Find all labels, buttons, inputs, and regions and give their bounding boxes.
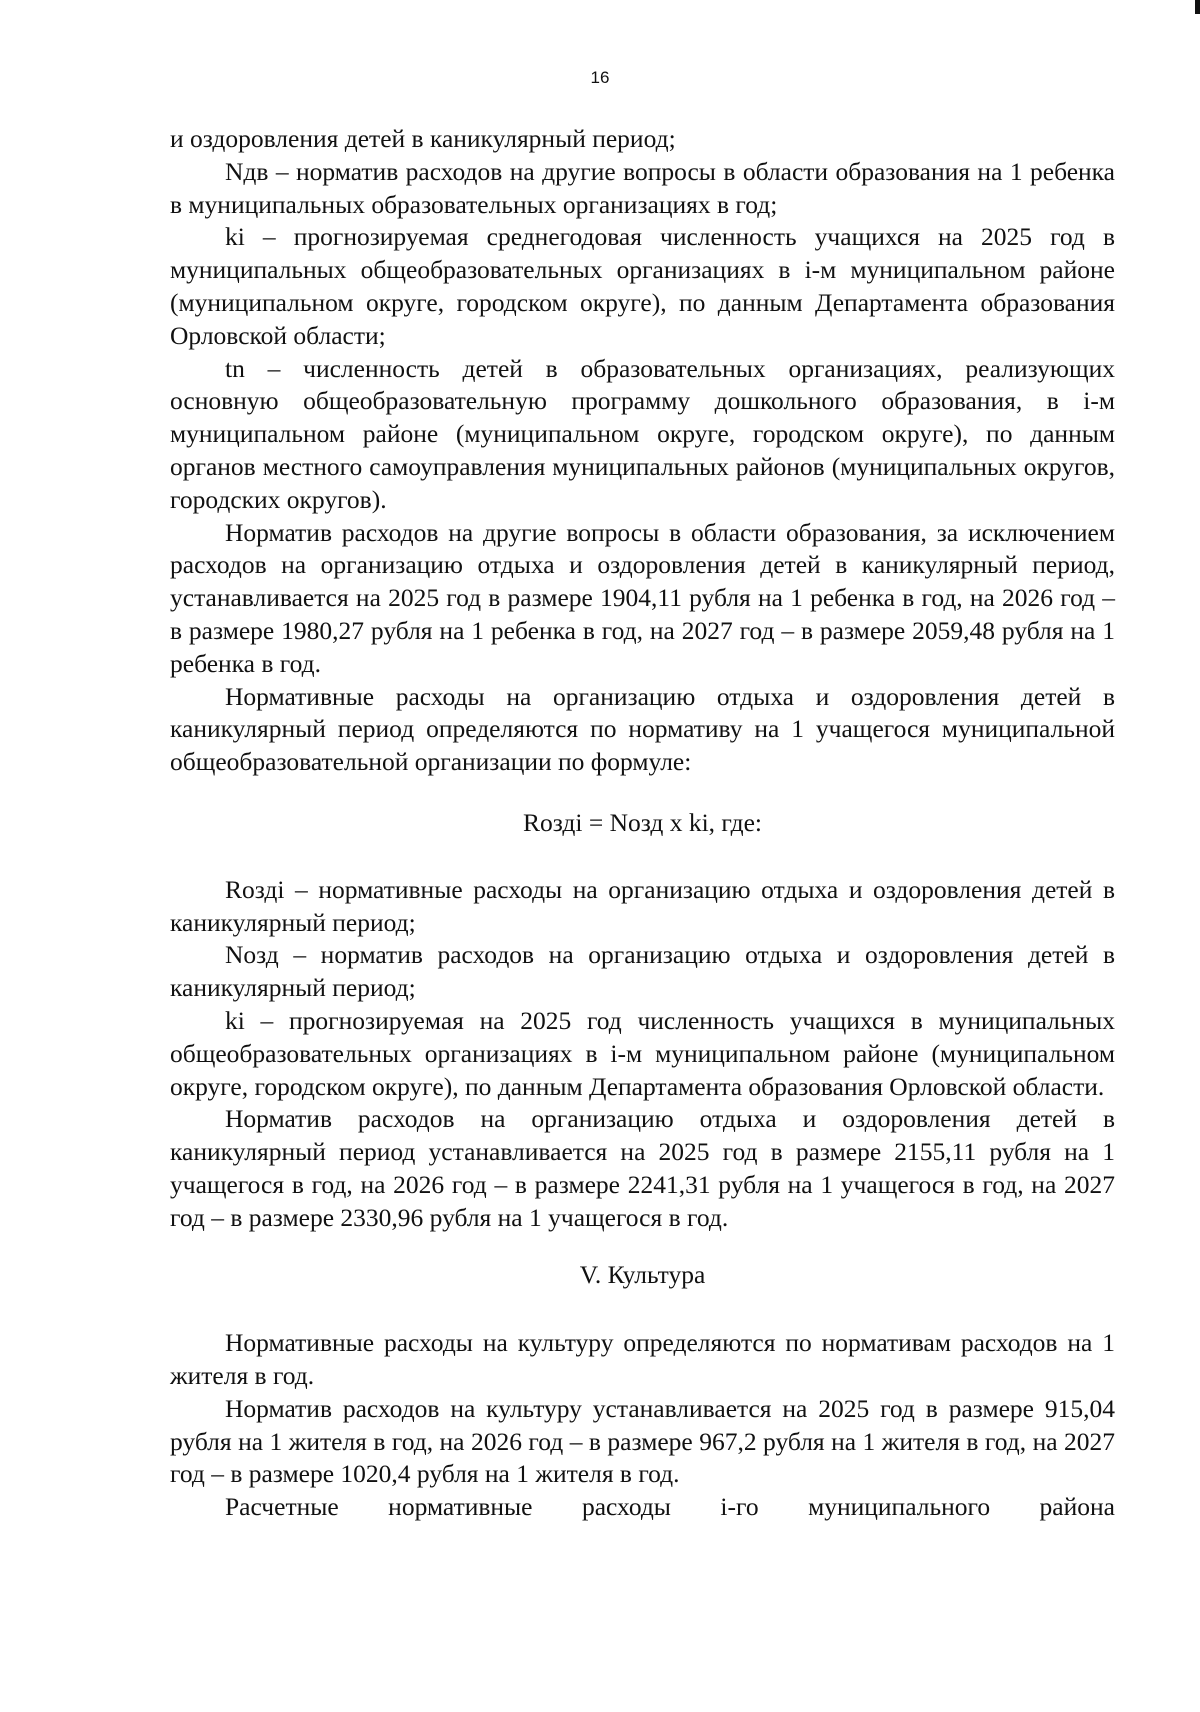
paragraph-recreation-intro: Нормативные расходы на организацию отдыха и оздоровления детей в каникулярный период определяются по нормативу на 1 учащегося муниципальной общеобразовательной организации по формуле: bbox=[170, 681, 1115, 777]
paragraph-culture-norm: Норматив расходов на культуру устанавливается на 2025 год в размере 915,04 рубля на 1 жителя в год, на 2026 год – в размере 967,2 рубля на 1 жителя в год, на 2027 год – в размере 1020,4 рубля на 1 жителя в год. bbox=[170, 1393, 1115, 1489]
paragraph-tn-definition: tn – численность детей в образовательных организациях, реализующих основную общеобразовательную программу дошкольного образования, в i-м муниципальном районе (муниципальном округе, городском округе), по данным органов местного самоуправления муниципальных районов (муниципальных округов, городских округов). bbox=[170, 353, 1115, 514]
section-heading-culture: V. Культура bbox=[579, 1259, 706, 1289]
paragraph-rozd-definition: Rоздi – нормативные расходы на организацию отдыха и оздоровления детей в каникулярный период; bbox=[170, 874, 1115, 937]
paragraph-ki-definition-2: ki – прогнозируемая на 2025 год численность учащихся в муниципальных общеобразовательных организациях в i-м муниципальном районе (муниципальном округе, городском округе), по данным Департамента образования Орловской области. bbox=[170, 1005, 1115, 1101]
page-number: 16 bbox=[590, 68, 610, 87]
paragraph-other-education-norm: Норматив расходов на другие вопросы в области образования, за исключением расходов на организацию отдыха и оздоровления детей в каникулярный период, устанавливается на 2025 год в размере 1904,11 рубля на 1 ребенка в год, на 2026 год – в размере 1980,27 рубля на 1 ребенка в год, на 2027 год – в размере 2059,48 рубля на 1 ребенка в год. bbox=[170, 517, 1115, 678]
paragraph-culture-calc: Расчетные нормативные расходы i-го муниципального района bbox=[225, 1492, 1115, 1522]
document-body bbox=[170, 123, 1115, 1524]
paragraph-ndv-definition: Nдв – норматив расходов на другие вопросы в области образования на 1 ребенка в муниципальных образовательных организациях в год; bbox=[170, 156, 1115, 219]
formula-rozd: Rоздi = Nозд x ki, где: bbox=[523, 807, 762, 837]
paragraph-recreation-norm: Норматив расходов на организацию отдыха и оздоровления детей в каникулярный период устанавливается на 2025 год в размере 2155,11 рубля на 1 учащегося в год, на 2026 год – в размере 2241,31 рубля на 1 учащегося в год, на 2027 год – в размере 2330,96 рубля на 1 учащегося в год. bbox=[170, 1104, 1115, 1232]
paragraph-culture-intro: Нормативные расходы на культуру определяются по нормативам расходов на 1 жителя в год. bbox=[170, 1328, 1115, 1391]
scan-edge-mark bbox=[1195, 0, 1200, 14]
paragraph-continuation: и оздоровления детей в каникулярный период; bbox=[170, 124, 676, 153]
paragraph-ki-definition: ki – прогнозируемая среднегодовая численность учащихся на 2025 год в муниципальных общеобразовательных организациях в i-м муниципальном районе (муниципальном округе, городском округе), по данным Департамента образования Орловской области; bbox=[170, 222, 1115, 350]
paragraph-nozd-definition: Nозд – норматив расходов на организацию отдыха и оздоровления детей в каникулярный период; bbox=[170, 940, 1115, 1003]
